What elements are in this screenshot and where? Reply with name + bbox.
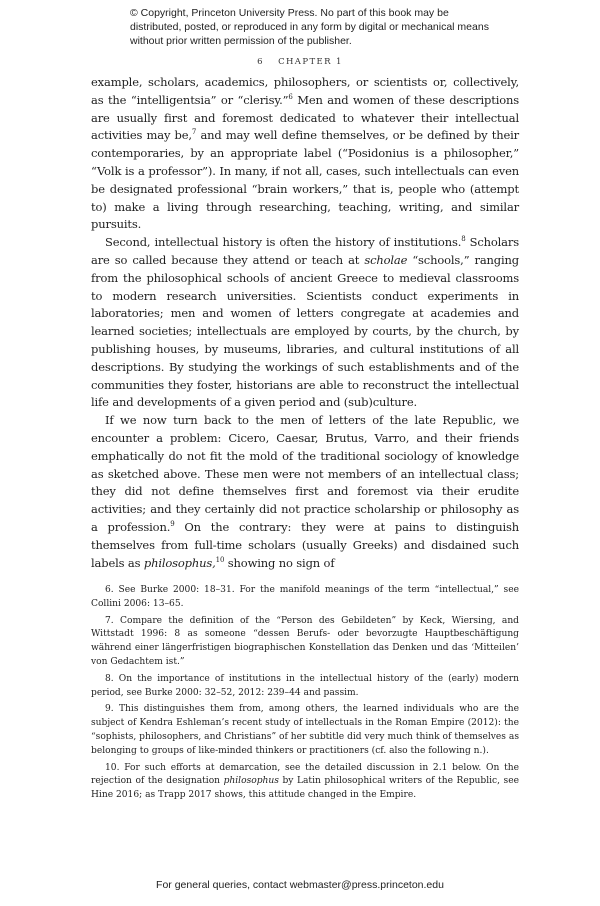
paragraph-text: showing no sign of bbox=[224, 555, 335, 570]
italic-term: philosophus bbox=[223, 776, 279, 787]
footnote-text: 10. For such efforts at demarcation, see the detailed discussion in 2.1 below. On the rejection of the designation bbox=[91, 762, 519, 787]
italic-term: philosophus, bbox=[143, 555, 216, 570]
paragraph-1 bbox=[91, 74, 519, 234]
chapter-label: CHAPTER 1 bbox=[278, 57, 343, 67]
footnote-text: 9. This distinguishes them from, among others, the learned individuals who are the subject of Kendra Eshleman’s recent study of intellectuals in the Roman Empire (2012): the “sophists, philosophers, and Christians” of her subtitle did very much think of themselves as belonging to groups of like-minded thinkers or practitioners (cf. also the following n.). bbox=[91, 704, 519, 756]
paragraph-text: example, scholars, academics, philosophers, or scientists or, collectively, as the “intelligentsia” or “clerisy.” bbox=[91, 75, 519, 107]
footnote-7 bbox=[91, 615, 519, 670]
paragraph-text: Men and women of these descriptions are usually first and foremost dedicated to whatever their intellectual activities may be, bbox=[91, 92, 520, 143]
footnote-ref: 8 bbox=[461, 235, 466, 244]
copyright-notice: © Copyright, Princeton University Press. No part of this book may be distributed, posted, or reproduced in any form by digital or mechanical means without prior written permission of the publisher. bbox=[130, 7, 489, 47]
paragraph-2 bbox=[91, 234, 519, 412]
paragraph-text: Second, intellectual history is often the history of institutions. bbox=[105, 235, 462, 250]
footnote-text: 8. On the importance of institutions in the intellectual history of the (early) modern period, see Burke 2000: 32–52, 2012: 239–44 and passim. bbox=[91, 673, 519, 698]
paragraph-3 bbox=[91, 412, 519, 572]
footnote-ref: 9 bbox=[170, 519, 175, 528]
paragraph-text: “schools,” ranging from the philosophical schools of ancient Greece to medieval classrooms to modern research universities. Scientists conduct experiments in laboratories; men and women of letters congregate at academies and learned societies; intellectuals are employed by courts, by the church, by publishing houses, by museums, libraries, and cultural institutions of all descriptions. By studying the workings of such establishments and of the communities they foster, historians are able to reconstruct the intellectual life and developments of a given period and (sub)culture. bbox=[91, 252, 519, 410]
footnote-ref: 6 bbox=[288, 92, 293, 101]
italic-term: scholae bbox=[364, 252, 408, 267]
footnote-8 bbox=[91, 673, 519, 701]
body-text bbox=[91, 74, 519, 572]
footnote-text: 7. Compare the definition of the “Person des Gebildeten” by Keck, Wiersing, and Wittstadt 1996: 8 as someone “dessen Berufs- oder bevorzugte Hauptbeschäftigung während einer längerfristigen biographischen Konstellation das Denken und das ‘Mitteilen’ von Gedachtem ist.” bbox=[91, 615, 519, 667]
footnote-ref: 10 bbox=[215, 555, 225, 564]
footer-contact: For general queries, contact webmaster@press.princeton.edu bbox=[156, 879, 444, 891]
footnote-6 bbox=[91, 584, 519, 612]
footnote-text: 6. See Burke 2000: 18–31. For the manifold meanings of the term “intellectual,” see Collini 2006: 13–65. bbox=[91, 585, 519, 609]
footnote-ref: 7 bbox=[191, 128, 197, 137]
page-number: 6 bbox=[257, 57, 264, 67]
paragraph-text: If we now turn back to the men of letters of the late Republic, we encounter a problem: Cicero, Caesar, Brutus, Varro, and their friends emphatically do not fit the mold of the traditional sociology of knowledge as sketched above. These men were not members of an intellectual class; they did not define themselves first and foremost via their erudite activities; and they certainly did not practice scholarship or philosophy as a profession. bbox=[91, 413, 519, 534]
footnotes bbox=[91, 584, 519, 806]
paragraph-text: and may well define themselves, or be defined by their contemporaries, by an appropriate label (“Posidonius is a philosopher,” “Volk is a professor”). In many, if not all, cases, such intellectuals can even be designated professional “brain workers,” that is, people who (attempt to) make a living through researching, teaching, writing, and similar pursuits. bbox=[91, 128, 519, 232]
footnote-text: by Latin philosophical writers of the Republic, see Hine 2016; as Trapp 2017 shows, this attitude changed in the Empire. bbox=[91, 776, 519, 801]
paragraph-text: On the contrary: they were at pains to distinguish themselves from full-time scholars (usually Greeks) and disdained such labels as bbox=[91, 519, 519, 570]
paragraph-text: Scholars are so called because they attend or teach at bbox=[91, 235, 519, 267]
footnote-10 bbox=[91, 762, 519, 803]
footnote-9 bbox=[91, 703, 519, 758]
running-head bbox=[0, 57, 600, 67]
